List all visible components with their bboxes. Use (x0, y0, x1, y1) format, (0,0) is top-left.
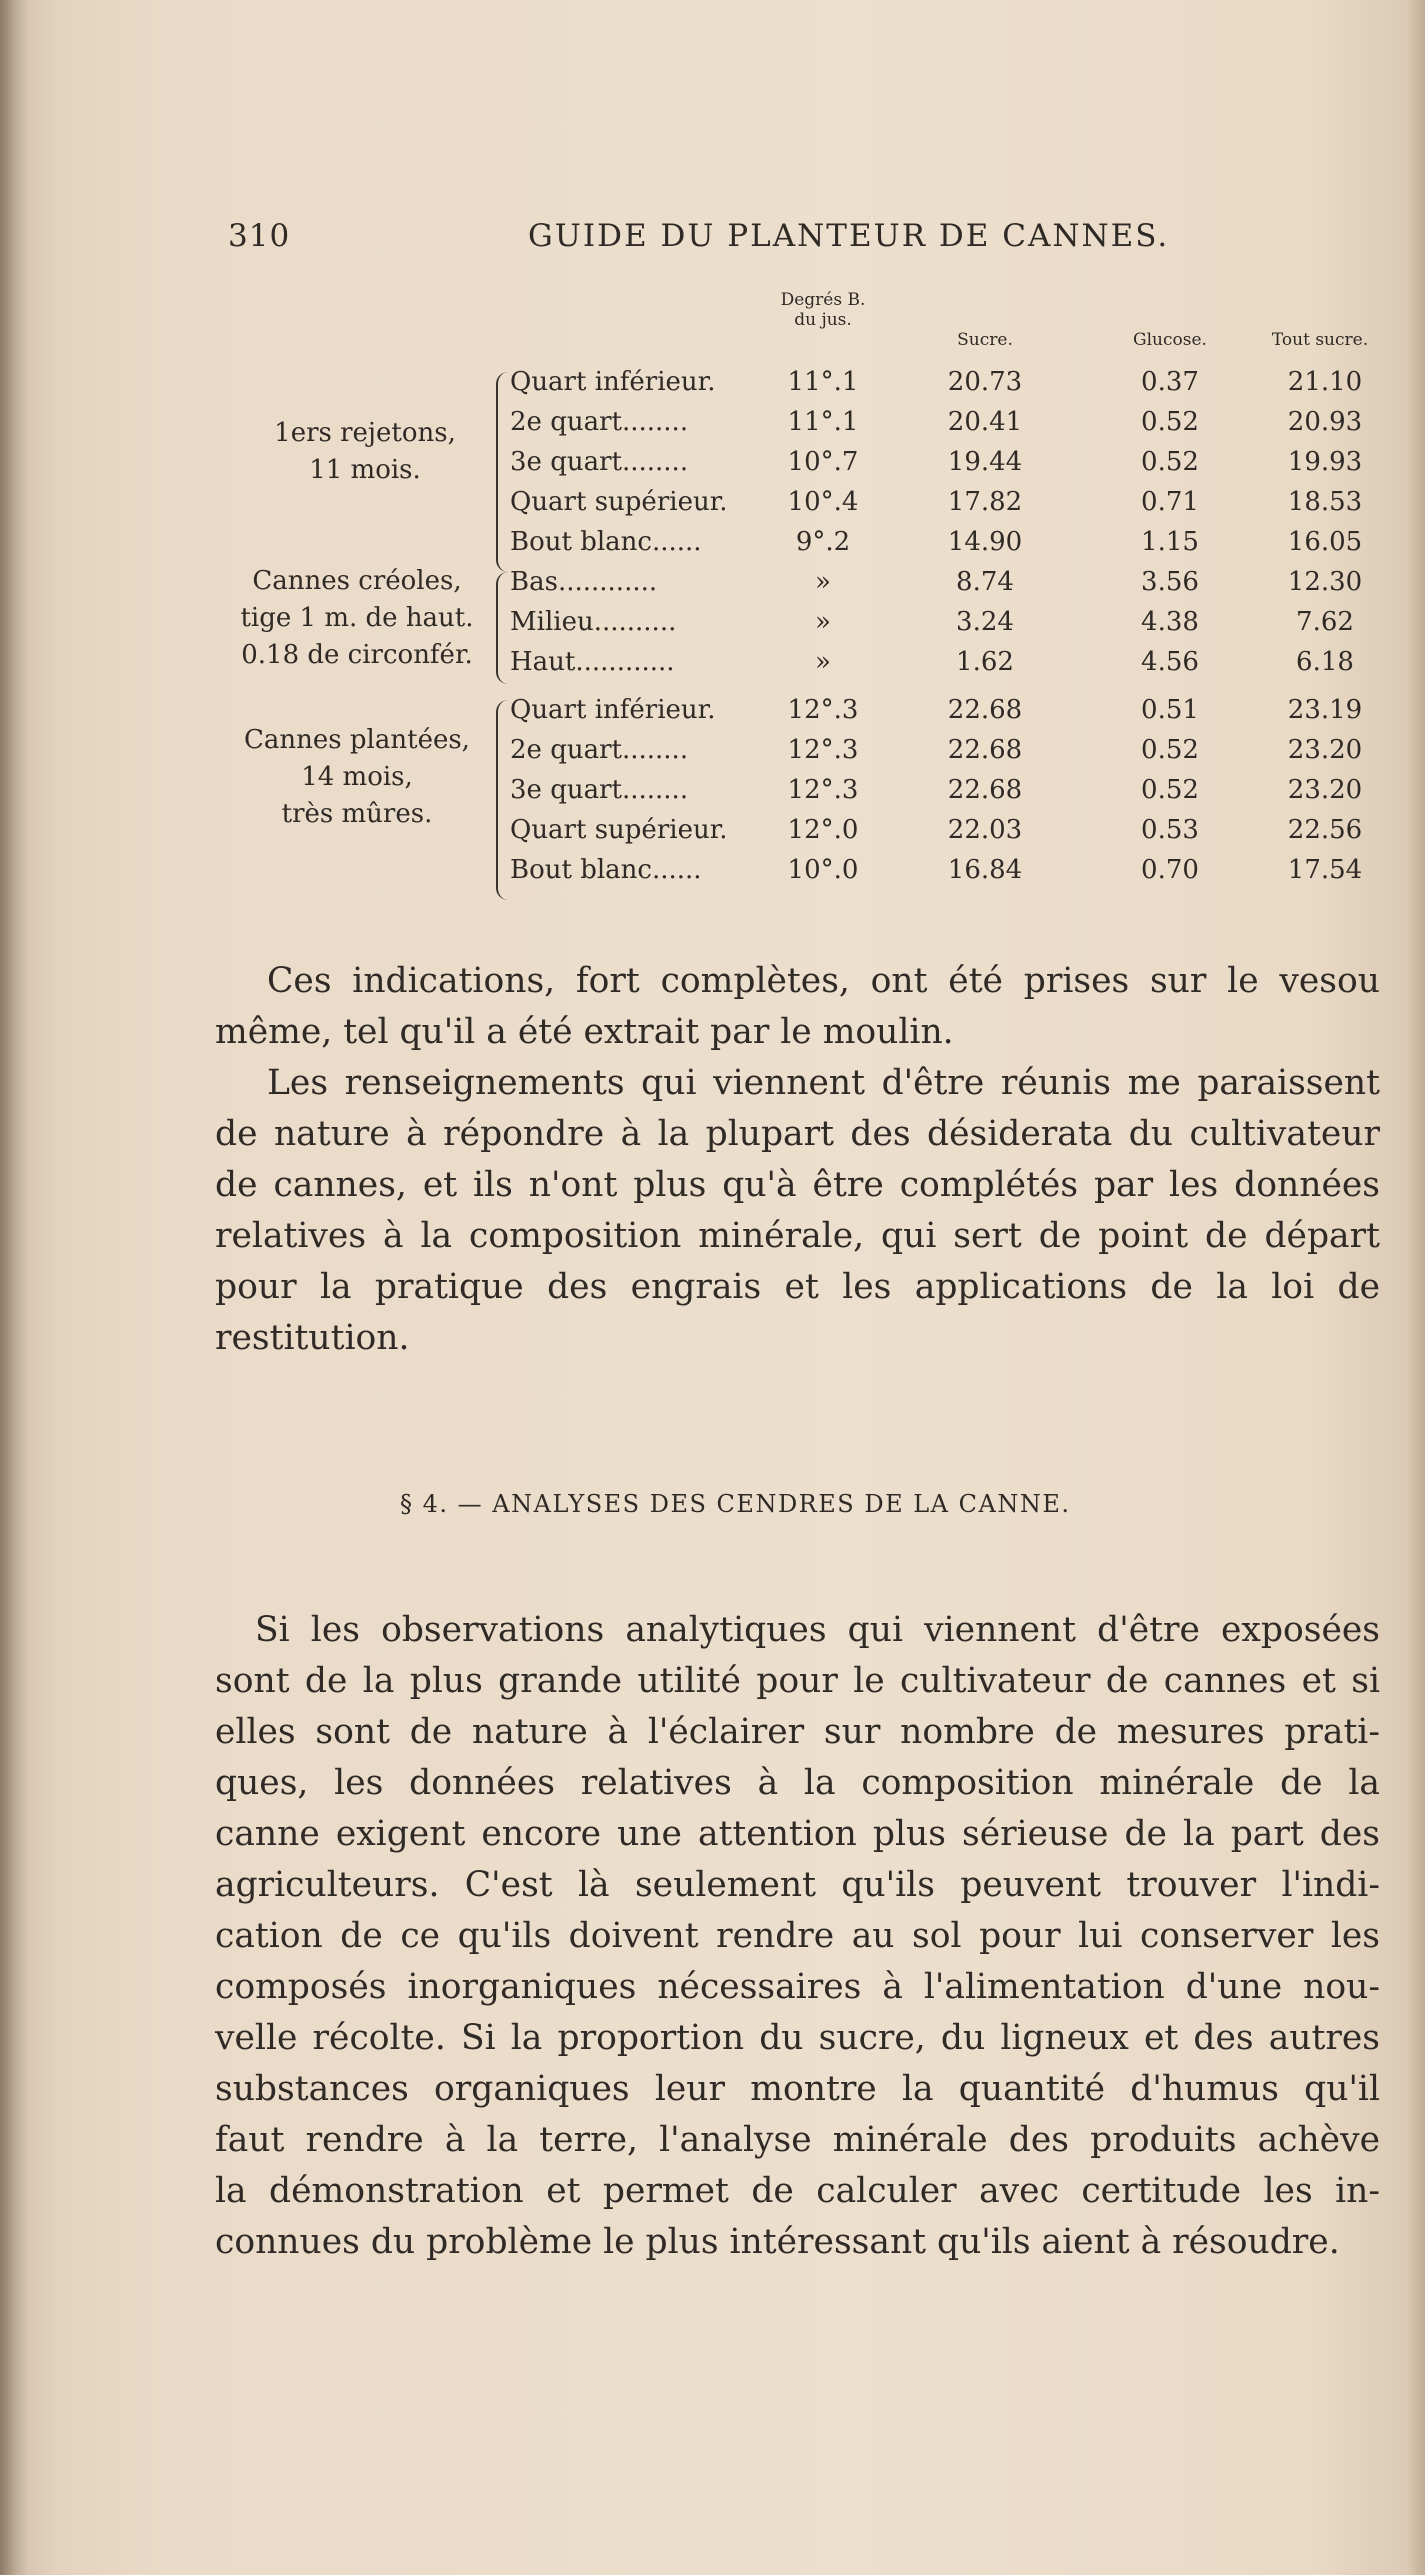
cell-tout-sucre: 19.93 (1287, 447, 1363, 477)
row-label: Bas............ (510, 567, 658, 597)
table-row (0, 815, 1425, 855)
cell-tout-sucre: 12.30 (1287, 567, 1363, 597)
text-line: restitution. (215, 1318, 410, 1358)
table-row (0, 527, 1425, 567)
table-row (0, 567, 1425, 607)
cell-glucose: 4.38 (1141, 607, 1199, 637)
text-line: de nature à répondre à la plupart des désiderata du cultivateur (215, 1114, 1380, 1154)
cell-degres: » (815, 647, 831, 677)
table-row (0, 735, 1425, 775)
cell-degres: 12°.3 (787, 735, 859, 765)
row-label: 2e quart........ (510, 407, 689, 437)
group-label-line: 11 mois. (309, 455, 421, 485)
text-line: relatives à la composition minérale, qui sert de point de départ (215, 1216, 1380, 1256)
group-label-line: Cannes plantées, (244, 725, 470, 755)
cell-degres: 12°.3 (787, 695, 859, 725)
cell-degres: 9°.2 (795, 527, 851, 557)
text-line: pour la pratique des engrais et les applications de la loi de (215, 1267, 1380, 1307)
cell-tout-sucre: 23.20 (1287, 775, 1363, 805)
cell-glucose: 0.70 (1141, 855, 1199, 885)
cell-glucose: 0.51 (1141, 695, 1199, 725)
cell-tout-sucre: 6.18 (1296, 647, 1354, 677)
running-title: GUIDE DU PLANTEUR DE CANNES. (528, 218, 1170, 254)
row-label: Quart supérieur. (510, 815, 728, 845)
cell-sucre: 16.84 (947, 855, 1023, 885)
group-label-line: 1ers rejetons, (274, 418, 456, 448)
column-header-degres: Degrés B. du jus. (780, 290, 866, 330)
text-line: ques, les données relatives à la composition minérale de la (215, 1763, 1380, 1803)
table-row (0, 447, 1425, 487)
row-label: Quart inférieur. (510, 367, 716, 397)
text-line: substances organiques leur montre la quantité d'humus qu'il (215, 2069, 1380, 2109)
cell-tout-sucre: 16.05 (1287, 527, 1363, 557)
cell-tout-sucre: 22.56 (1287, 815, 1363, 845)
cell-sucre: 20.73 (947, 367, 1023, 397)
section-heading: § 4. — ANALYSES DES CENDRES DE LA CANNE. (400, 1490, 1071, 1518)
text-line: cation de ce qu'ils doivent rendre au sol pour lui conserver les (215, 1916, 1380, 1956)
cell-sucre: 1.62 (956, 647, 1014, 677)
row-label: Milieu.......... (510, 607, 677, 637)
cell-sucre: 17.82 (947, 487, 1023, 517)
column-header-glucose: Glucose. (1133, 330, 1207, 350)
table-row (0, 367, 1425, 407)
group-label-line: Cannes créoles, (252, 566, 462, 596)
cell-tout-sucre: 18.53 (1287, 487, 1363, 517)
table-row (0, 647, 1425, 687)
text-line: Ces indications, fort complètes, ont été prises sur le vesou (267, 961, 1380, 1001)
cell-degres: 12°.3 (787, 775, 859, 805)
text-line: velle récolte. Si la proportion du sucre, du ligneux et des autres (215, 2018, 1380, 2058)
cell-sucre: 19.44 (947, 447, 1023, 477)
text-line: de cannes, et ils n'ont plus qu'à être complétés par les données (215, 1165, 1380, 1205)
cell-degres: 10°.7 (787, 447, 859, 477)
cell-sucre: 22.03 (947, 815, 1023, 845)
group-label-line: très mûres. (281, 799, 433, 829)
text-line: sont de la plus grande utilité pour le cultivateur de cannes et si (215, 1661, 1380, 1701)
table-row (0, 607, 1425, 647)
cell-tout-sucre: 20.93 (1287, 407, 1363, 437)
row-label: 3e quart........ (510, 447, 689, 477)
group-label-line: tige 1 m. de haut. (240, 603, 474, 633)
cell-degres: 12°.0 (787, 815, 859, 845)
row-label: Bout blanc...... (510, 855, 702, 885)
text-line: elles sont de nature à l'éclairer sur nombre de mesures prati- (215, 1712, 1380, 1752)
cell-tout-sucre: 7.62 (1296, 607, 1354, 637)
cell-degres: 10°.0 (787, 855, 859, 885)
cell-glucose: 1.15 (1141, 527, 1199, 557)
cell-glucose: 0.52 (1141, 447, 1199, 477)
text-line: canne exigent encore une attention plus sérieuse de la part des (215, 1814, 1380, 1854)
cell-glucose: 0.37 (1141, 367, 1199, 397)
paragraph (215, 956, 1380, 1058)
cell-sucre: 22.68 (947, 735, 1023, 765)
table-row (0, 695, 1425, 735)
row-label: Bout blanc...... (510, 527, 702, 557)
column-header-tout-sucre: Tout sucre. (1271, 330, 1369, 350)
cell-degres: 11°.1 (787, 407, 859, 437)
cell-glucose: 3.56 (1141, 567, 1199, 597)
group-label-line: 0.18 de circonfér. (241, 640, 473, 670)
cell-tout-sucre: 17.54 (1287, 855, 1363, 885)
cell-glucose: 0.52 (1141, 775, 1199, 805)
row-label: Quart inférieur. (510, 695, 716, 725)
cell-tout-sucre: 21.10 (1287, 367, 1363, 397)
row-label: 2e quart........ (510, 735, 689, 765)
cell-tout-sucre: 23.20 (1287, 735, 1363, 765)
cell-sucre: 20.41 (947, 407, 1023, 437)
table-row (0, 775, 1425, 815)
text-line: Les renseignements qui viennent d'être réunis me paraissent (267, 1063, 1380, 1103)
text-line: Si les observations analytiques qui viennent d'être exposées (255, 1610, 1380, 1650)
row-label: Haut............ (510, 647, 675, 677)
table-row (0, 487, 1425, 527)
text-line: connues du problème le plus intéressant qu'ils aient à résoudre. (215, 2222, 1340, 2262)
cell-degres: 11°.1 (787, 367, 859, 397)
cell-sucre: 22.68 (947, 695, 1023, 725)
paragraph (215, 1058, 1380, 1364)
paragraph (215, 1605, 1380, 2268)
cell-sucre: 22.68 (947, 775, 1023, 805)
cell-glucose: 4.56 (1141, 647, 1199, 677)
row-label: 3e quart........ (510, 775, 689, 805)
text-line: la démonstration et permet de calculer avec certitude les in- (215, 2171, 1380, 2211)
cell-sucre: 14.90 (947, 527, 1023, 557)
text-line: faut rendre à la terre, l'analyse minérale des produits achève (215, 2120, 1380, 2160)
column-header-sucre: Sucre. (957, 330, 1013, 350)
table-row (0, 855, 1425, 895)
cell-degres: » (815, 607, 831, 637)
page-number: 310 (228, 218, 291, 254)
table-row (0, 407, 1425, 447)
text-line: composés inorganiques nécessaires à l'alimentation d'une nou- (215, 1967, 1380, 2007)
cell-sucre: 3.24 (956, 607, 1014, 637)
cell-glucose: 0.71 (1141, 487, 1199, 517)
cell-sucre: 8.74 (956, 567, 1014, 597)
page-header (228, 218, 1378, 268)
row-label: Quart supérieur. (510, 487, 728, 517)
group-label-line: 14 mois, (301, 762, 413, 792)
text-line: agriculteurs. C'est là seulement qu'ils peuvent trouver l'indi- (215, 1865, 1380, 1905)
cell-degres: » (815, 567, 831, 597)
cell-tout-sucre: 23.19 (1287, 695, 1363, 725)
cell-glucose: 0.52 (1141, 735, 1199, 765)
cell-glucose: 0.52 (1141, 407, 1199, 437)
text-line: même, tel qu'il a été extrait par le moulin. (215, 1012, 954, 1052)
cell-glucose: 0.53 (1141, 815, 1199, 845)
cell-degres: 10°.4 (787, 487, 859, 517)
